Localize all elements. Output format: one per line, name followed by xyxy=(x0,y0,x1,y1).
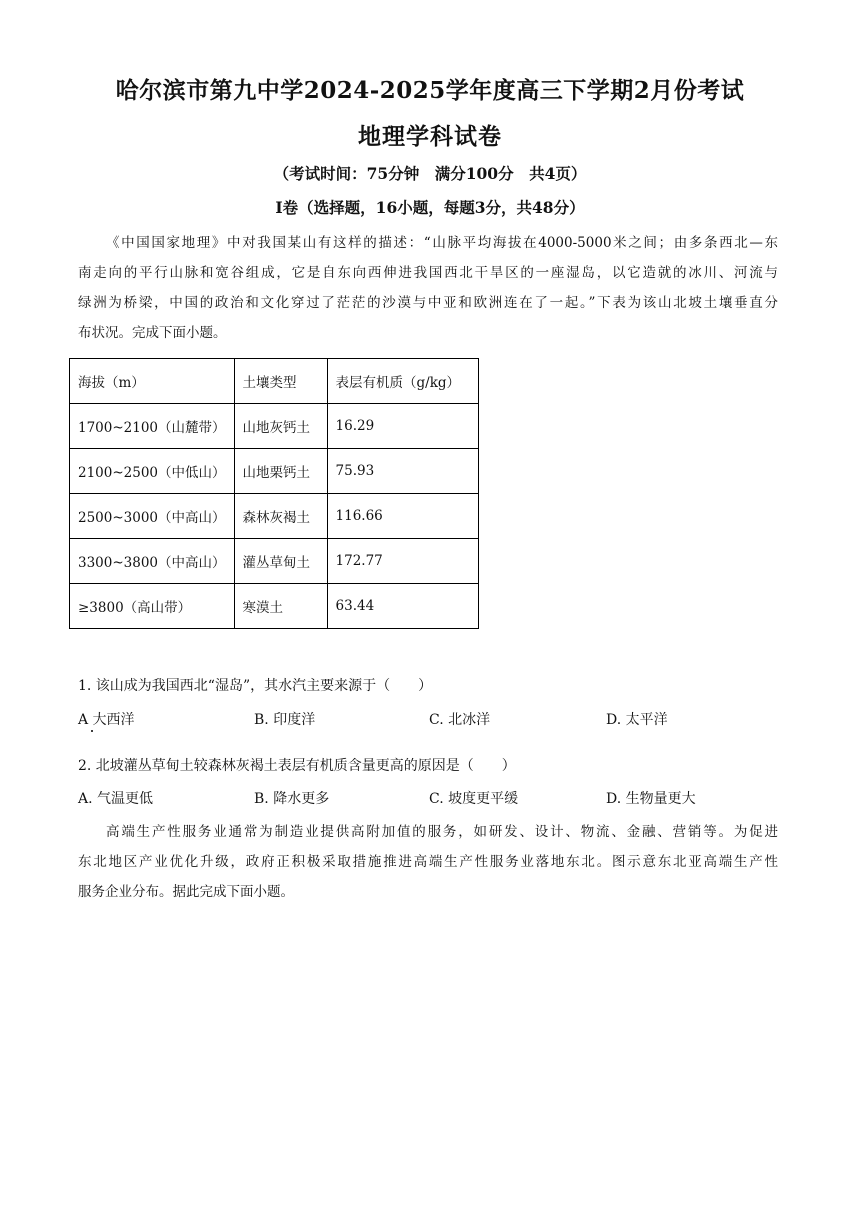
passage-line: 高端生产性服务业通常为制造业提供高附加值的服务，如研发、设计、物流、金融、营销等。为促进 xyxy=(106,824,778,840)
exam-subtitle: 地理学科试卷 xyxy=(358,123,502,150)
passage-line: 布状况。完成下面小题。 xyxy=(78,325,227,341)
section-title: Ⅰ卷（选择题，16小题，每题3分，共48分） xyxy=(275,198,585,217)
table-row xyxy=(70,449,479,494)
question-1-stem: 1. 该山成为我国西北“湿岛”，其水汽主要来源于（ ） xyxy=(78,678,433,694)
table-row xyxy=(70,539,479,584)
option-a[interactable]: A 大西洋 xyxy=(78,712,135,728)
cell-altitude: 3300~3800（中高山） xyxy=(70,539,235,584)
question-2-stem: 2. 北坡灌丛草甸土较森林灰褐土表层有机质含量更高的原因是（ ） xyxy=(78,758,516,774)
table-row xyxy=(70,584,479,629)
question-1-options xyxy=(78,709,798,733)
question-2-options xyxy=(78,788,798,812)
passage-line: 《中国国家地理》中对我国某山有这样的描述：“山脉平均海拔在4000-5000米之间；由多条西北—东 xyxy=(106,235,778,251)
cell-soil-type: 灌丛草甸土 xyxy=(234,539,327,584)
cell-organic-matter: 63.44 xyxy=(327,584,478,629)
cell-organic-matter: 16.29 xyxy=(327,404,478,449)
passage-line: 南走向的平行山脉和宽谷组成，它是自东向西伸进我国西北干旱区的一座湿岛，以它造就的冰川、河流与 xyxy=(78,265,778,281)
option-d[interactable]: D. 生物量更大 xyxy=(606,791,696,807)
passage-services xyxy=(78,817,778,907)
soil-table xyxy=(69,358,479,629)
option-c[interactable]: C. 坡度更平缓 xyxy=(429,791,519,807)
header-altitude: 海拔（m） xyxy=(70,359,235,404)
header-soil-type: 土壤类型 xyxy=(234,359,327,404)
cell-altitude: 2100~2500（中低山） xyxy=(70,449,235,494)
cell-soil-type: 寒漠土 xyxy=(234,584,327,629)
cell-altitude: 2500~3000（中高山） xyxy=(70,494,235,539)
cell-organic-matter: 172.77 xyxy=(327,539,478,584)
dot-mark xyxy=(91,730,93,732)
option-a[interactable]: A. 气温更低 xyxy=(78,791,154,807)
option-b[interactable]: B. 降水更多 xyxy=(254,791,330,807)
cell-altitude: ≥3800（高山带） xyxy=(70,584,235,629)
option-c[interactable]: C. 北冰洋 xyxy=(429,712,491,728)
table-row xyxy=(70,404,479,449)
cell-soil-type: 山地栗钙土 xyxy=(234,449,327,494)
cell-soil-type: 森林灰褐土 xyxy=(234,494,327,539)
exam-title: 哈尔滨市第九中学2024-2025学年度高三下学期2月份考试 xyxy=(115,77,745,104)
table-header-row xyxy=(70,359,479,404)
header-organic-matter: 表层有机质（g/kg） xyxy=(327,359,478,404)
cell-soil-type: 山地灰钙土 xyxy=(234,404,327,449)
passage-line: 东北地区产业优化升级，政府正积极采取措施推进高端生产性服务业落地东北。图示意东北亚高端生产性 xyxy=(78,854,778,870)
passage-line: 服务企业分布。据此完成下面小题。 xyxy=(78,884,294,900)
table-row xyxy=(70,494,479,539)
passage-mountain xyxy=(78,228,778,348)
cell-organic-matter: 75.93 xyxy=(327,449,478,494)
cell-altitude: 1700~2100（山麓带） xyxy=(70,404,235,449)
passage-line: 绿洲为桥梁，中国的政治和文化穿过了茫茫的沙漠与中亚和欧洲连在了一起。”下表为该山北坡土壤垂直分 xyxy=(78,295,778,311)
cell-organic-matter: 116.66 xyxy=(327,494,478,539)
option-b[interactable]: B. 印度洋 xyxy=(254,712,316,728)
option-d[interactable]: D. 太平洋 xyxy=(606,712,668,728)
exam-info: （考试时间：75分钟 满分100分 共4页） xyxy=(273,164,587,183)
